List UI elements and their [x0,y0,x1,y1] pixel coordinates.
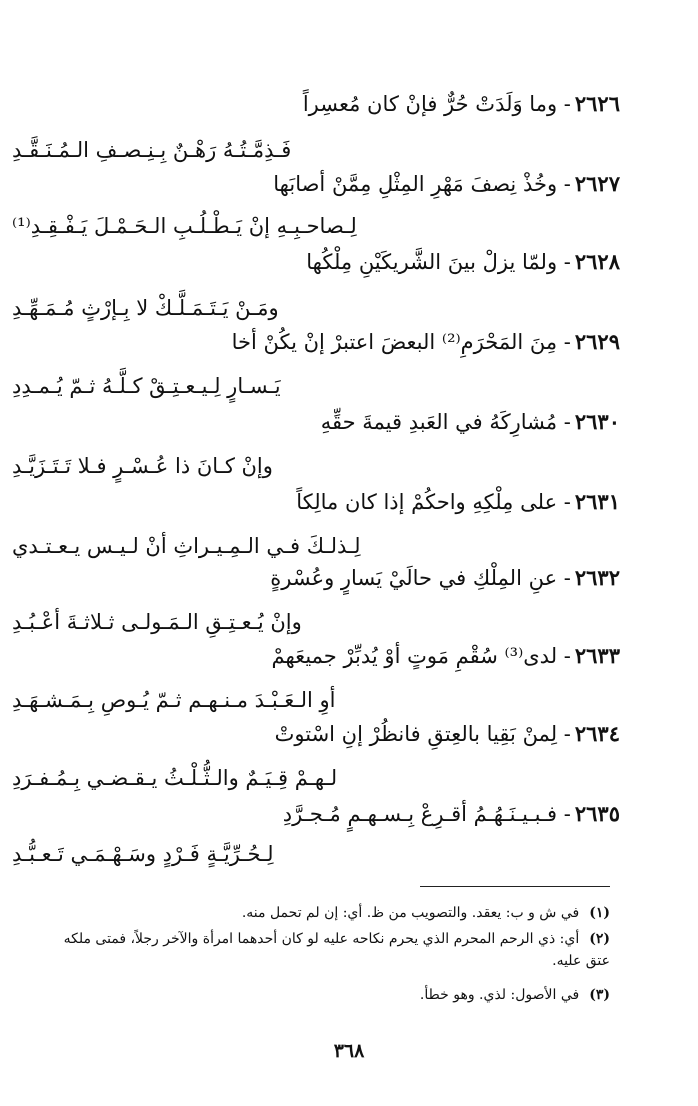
hemistich-first: - وما وَلَدَتْ حُرٌّ فإنْ كان مُعسِراً [302,92,571,116]
page-number: ٣٦٨ [333,1040,365,1062]
hemistich-second: لِـصاحـبِـهِ إنْ يَـطْـلُـبِ الـحَـمْـلَ يَـفْـقِـدِ⁽¹⁾ [12,214,357,238]
hemistich-second: فَـذِمَّـتُـهُ رَهْـنٌ بِـنِـصـفِ الـمُـنَـقَّـدِ [12,138,292,162]
verse-2633-first [0,636,698,676]
verse-2630-second [0,446,698,486]
footnote-3 [50,984,610,1006]
verse-number: ٢٦٢٩ [574,329,620,354]
verse-2630-first [0,402,698,442]
hemistich-first: - ولمّا يزلْ بينَ الشَّريكَيْنِ مِلْكُها [306,250,571,274]
verse-2628-first [0,242,698,282]
footnote-2 [50,928,610,972]
footnote-1 [50,902,610,924]
hemistich-first: - مِنَ المَحْرَمِ⁽²⁾ البعضَ اعتبرْ إنْ يكُنْ أخا [231,330,571,354]
verse-2631-first [0,482,698,522]
hemistich-first: - وخُذْ نِصفَ مَهْرِ المِثْلِ مِمَّنْ أصابَها [273,172,571,196]
hemistich-first: - فـبـيـنَـهُـمُ أقـرِعْ بِـسـهـمٍ مُـجـرَّدِ [282,802,571,826]
hemistich-first: - عنِ المِلْكِ في حالَيْ يَسارٍ وعُسْرةٍ [270,566,571,590]
hemistich-first: - مُشارِكَهُ في العَبدِ قيمةَ حقِّهِ [320,410,571,434]
footnote-number: (٢) [589,931,610,947]
hemistich-second: لـهـمْ قِـيَـمٌ والـثُّـلْـثُ يـقـضـي بِـمُـفـرَدِ [12,766,338,790]
hemistich-first: - لِمنْ بَقِيا بالعِتقِ فانظُرْ إنِ اسْتوتْ [274,722,571,746]
footnote-number: (٣) [589,987,610,1003]
verse-2627-first [0,164,698,204]
verse-number: ٢٦٢٧ [574,171,620,196]
verse-2626-first [0,84,698,124]
hemistich-first: - لدى⁽³⁾ سُقْمِ مَوتٍ أوْ يُدبِّرْ جميعَهمْ [271,644,571,668]
footnote-divider [420,886,610,887]
verse-2635-first [0,794,698,834]
hemistich-second: يَـسـارٍ لِـيـعـتِـقْ كـلَّـهُ ثـمّ يُـمـدِدِ [12,374,281,398]
hemistich-second: أوِ الـعَـبْـدَ مـنـهـم ثـمّ يُـوصِ بِـمَـشـهَـدِ [12,688,336,712]
verse-number: ٢٦٣٤ [574,721,620,746]
verse-number: ٢٦٣١ [574,489,620,514]
verse-number: ٢٦٢٦ [574,91,620,116]
verse-2632-first [0,558,698,598]
verse-2627-second [0,206,698,246]
verse-number: ٢٦٢٨ [574,249,620,274]
verse-2634-first [0,714,698,754]
verse-number: ٢٦٣٠ [574,409,620,434]
footnote-text: في ش و ب: يعقد. والتصويب من ظ. أي: إن لم تحمل منه. [241,905,580,921]
verse-2629-first [0,322,698,362]
footnote-text: أي: ذي الرحم المحرم الذي يحرم نكاحه عليه لو كان أحدهما امرأة والآخر رجلاً، فمتى ملكه عتق عليه. [63,931,610,969]
hemistich-second: وإنْ يُـعـتِـقِ الـمَـولـى ثـلاثـةَ أعْـبُـدِ [12,610,302,634]
verse-number: ٢٦٣٢ [574,565,620,590]
hemistich-second: وإنْ كـانَ ذا عُـسْـرٍ فـلا تَـتَـزَيَّـدِ [12,454,273,478]
hemistich-second: ومَـنْ يَـتَـمَـلَّـكْ لا بِـإرْثٍ مُـمَـهِّـدِ [12,296,279,320]
footnote-text: في الأصول: لذي. وهو خطأ. [419,987,580,1003]
verse-2635-second [0,834,698,874]
verse-number: ٢٦٣٥ [574,801,620,826]
hemistich-first: - على مِلْكِهِ واحكُمْ إذا كان مالِكاً [296,490,571,514]
verse-2629-second [0,366,698,406]
footnote-number: (١) [589,905,610,921]
verse-2634-second [0,758,698,798]
hemistich-second: لِـذلـكَ فـي الـمِـيـراثِ أنْ لـيـس يـعـتـدي [12,534,361,558]
hemistich-second: لِـحُـرِّيَّـةٍ فَـرْدٍ وسَـهْـمَـي تَـعـبُّـدِ [12,842,274,866]
verse-number: ٢٦٣٣ [574,643,620,668]
